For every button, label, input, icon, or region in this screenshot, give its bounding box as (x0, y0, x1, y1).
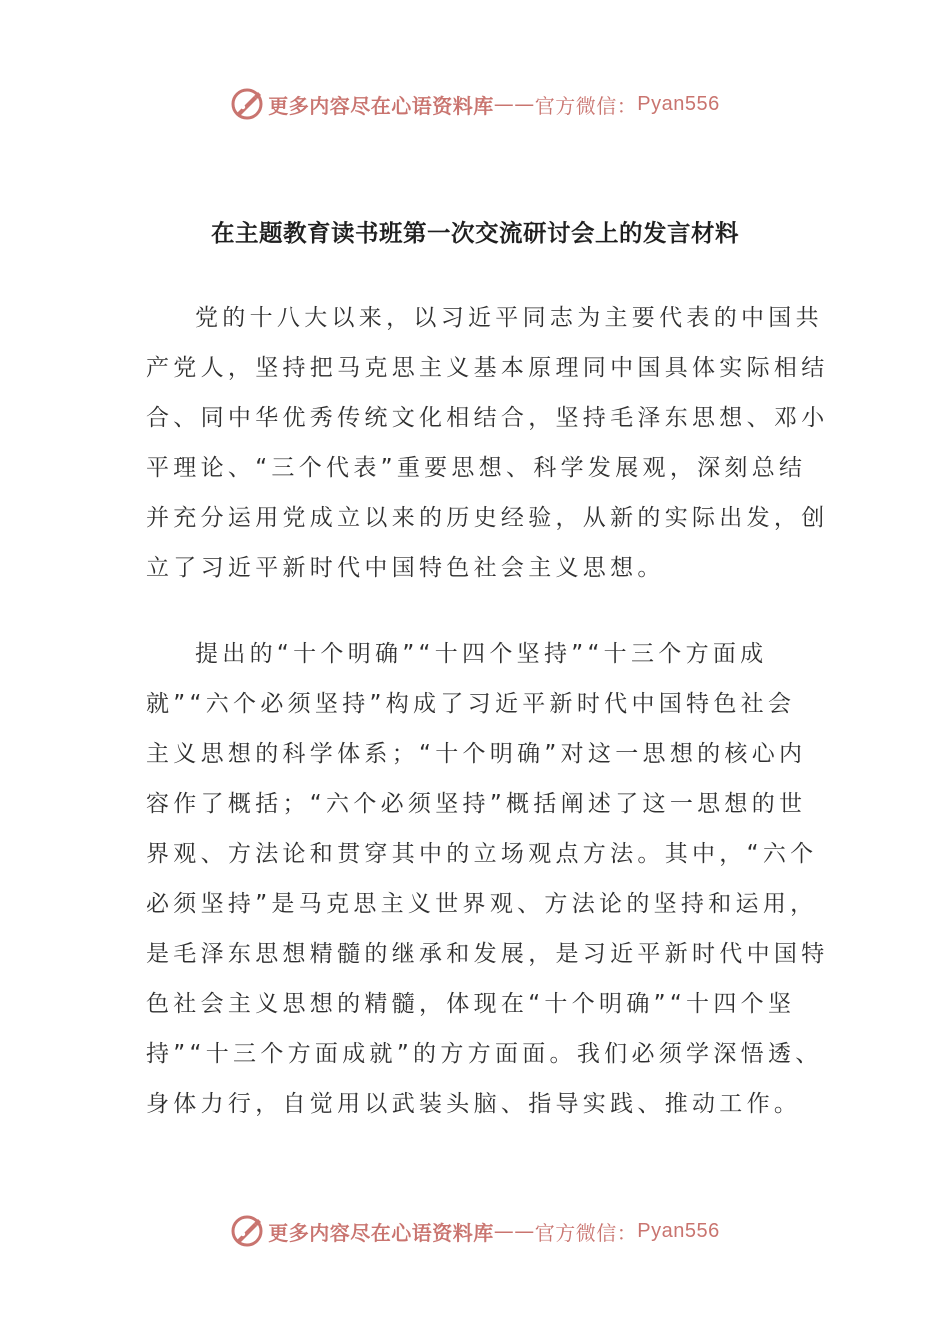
paragraph-line: 身体力行，自觉用以武装头脑、指导实践、推动工作。 (146, 1091, 802, 1117)
paragraph-line: 色社会主义思想的精髓，体现在“十个明确”“十四个坚 (146, 991, 796, 1017)
site-name: 更多内容尽在心语资料库 (268, 1220, 494, 1245)
paragraph-line: 界观、方法论和贯穿其中的立场观点方法。其中，“六个 (146, 841, 818, 867)
wechat-label: 官方微信： (534, 1220, 638, 1245)
banner-dash: —— (493, 92, 535, 116)
wechat-label: 官方微信： (534, 93, 638, 118)
paragraph-2 (146, 629, 829, 1129)
footer-banner (0, 1211, 950, 1251)
paragraph-line: 就”“六个必须坚持”构成了习近平新时代中国特色社会 (146, 691, 796, 717)
paragraph-line: 党的十八大以来，以习近平同志为主要代表的中国共 (195, 305, 823, 331)
document-title: 在主题教育读书班第一次交流研讨会上的发言材料 (211, 219, 739, 247)
paragraph-line: 提出的“十个明确”“十四个坚持”“十三个方面成 (195, 641, 768, 667)
paragraph-line: 必须坚持”是马克思主义世界观、方法论的坚持和运用， (146, 891, 818, 917)
paragraph-line: 是毛泽东思想精髓的继承和发展，是习近平新时代中国特 (146, 941, 829, 967)
paragraph-line: 主义思想的科学体系；“十个明确”对这一思想的核心内 (146, 741, 807, 767)
paragraph-line: 产党人，坚持把马克思主义基本原理同中国具体实际相结 (146, 355, 829, 381)
paragraph-line: 合、同中华优秀传统文化相结合，坚持毛泽东思想、邓小 (146, 405, 829, 431)
paragraph-line: 并充分运用党成立以来的历史经验，从新的实际出发，创 (146, 505, 829, 531)
wechat-id: Pyan556 (637, 92, 720, 115)
paragraph-line: 容作了概括；“六个必须坚持”概括阐述了这一思想的世 (146, 791, 807, 817)
pen-logo-icon (230, 87, 264, 121)
site-name: 更多内容尽在心语资料库 (268, 93, 494, 118)
header-banner (0, 84, 950, 124)
paragraph-line: 立了习近平新时代中国特色社会主义思想。 (146, 555, 665, 581)
banner-dash: —— (493, 1219, 535, 1243)
pen-logo-icon (230, 1214, 264, 1248)
paragraph-line: 持”“十三个方面成就”的方方面面。我们必须学深悟透、 (146, 1041, 823, 1067)
paragraph-line: 平理论、“三个代表”重要思想、科学发展观，深刻总结 (146, 455, 807, 481)
paragraph-1 (146, 293, 829, 593)
wechat-id: Pyan556 (637, 1219, 720, 1242)
